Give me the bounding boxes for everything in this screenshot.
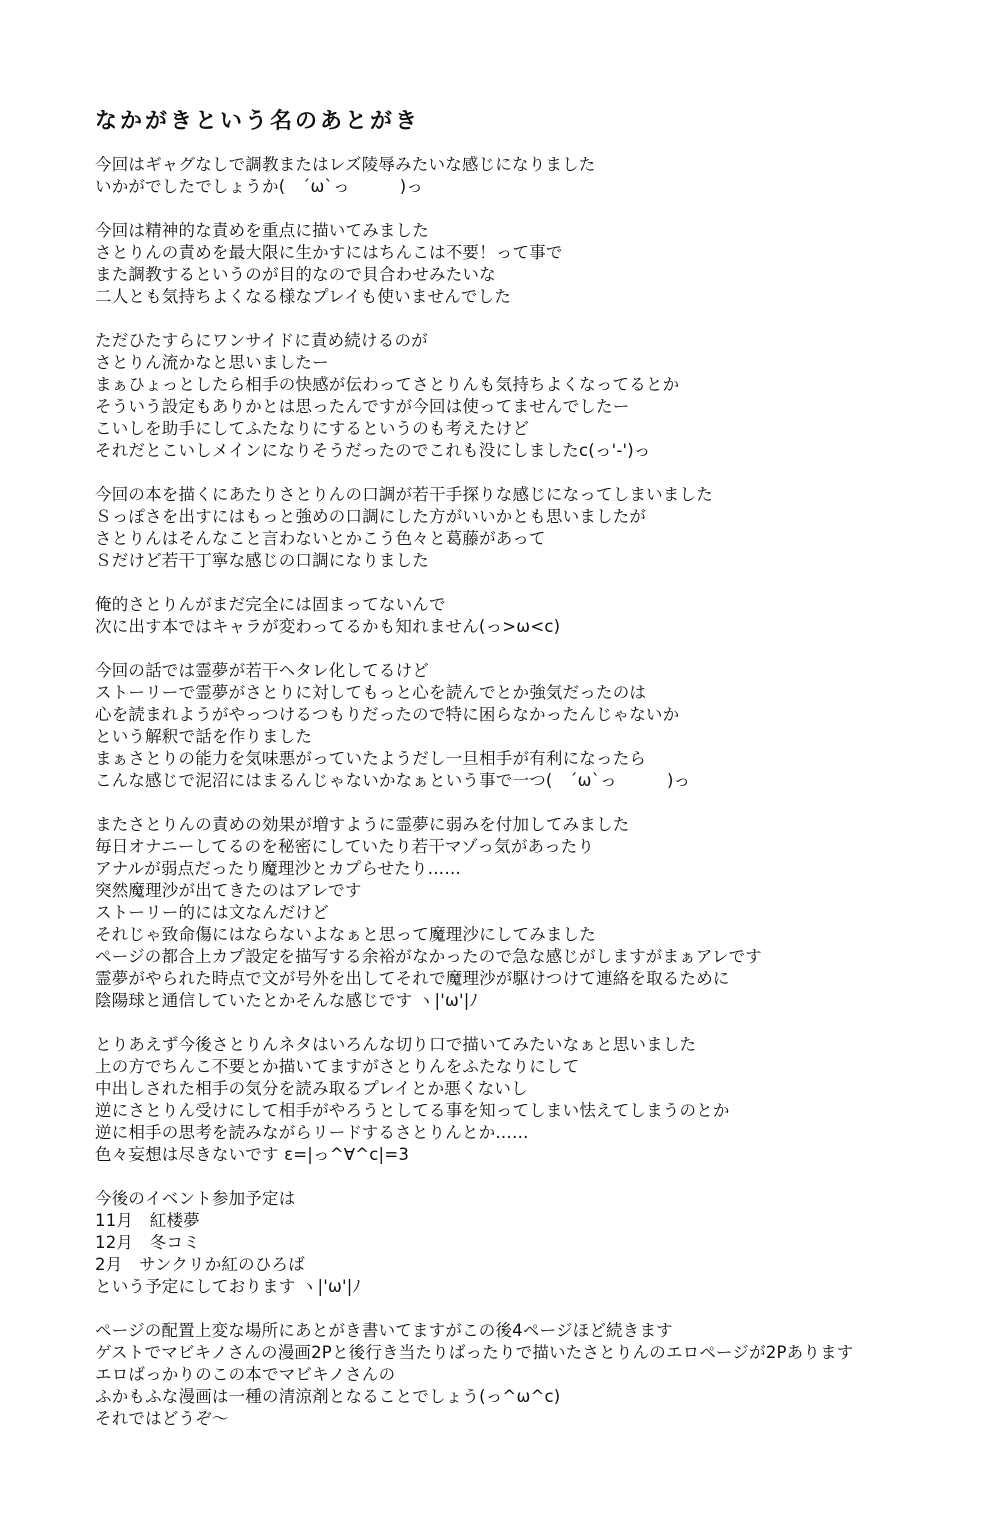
text-line: 2月 サンクリか紅のひろば (95, 1255, 305, 1274)
paragraph (95, 220, 975, 308)
text-line: エロばっかりのこの本でマビキノさんの (95, 1365, 396, 1384)
text-line: さとりんの責めを最大限に生かすにはちんこは不要！って事で (95, 243, 563, 262)
text-line: 12月 冬コミ (95, 1233, 200, 1252)
text-line: 今回の話では霊夢が若干ヘタレ化してるけど (95, 661, 429, 680)
page-title: なかがきという名のあとがき (95, 109, 421, 134)
paragraph (95, 660, 975, 792)
paragraph (95, 154, 975, 198)
text-line: ただひたすらにワンサイドに責め続けるのが (95, 331, 428, 350)
text-line: いかがでしたでしょうか( ´ω`っ )っ (95, 177, 424, 196)
text-line: 色々妄想は尽きないです ε=|っ^∀^c|=3 (95, 1145, 410, 1164)
paragraph (95, 1034, 975, 1166)
paragraph (95, 484, 975, 572)
text-line: Ｓっぽさを出すにはもっと強めの口調にした方がいいかとも思いましたが (95, 507, 647, 526)
text-line: 今回は精神的な責めを重点に描いてみました (95, 221, 429, 240)
text-line: 陰陽球と通信していたとかそんな感じです ヽ|'ω'|ﾉ (95, 991, 478, 1010)
text-line: それではどうぞ～ (95, 1409, 229, 1428)
text-line: 二人とも気持ちよくなる様なプレイも使いませんでした (95, 287, 512, 306)
text-line: 俺的さとりんがまだ完全には固まってないんで (95, 595, 446, 614)
text-line: 突然魔理沙が出てきたのはアレです (95, 881, 362, 900)
text-line: ストーリー的には文なんだけど (95, 903, 329, 922)
text-line: こいしを助手にしてふたなりにするというのも考えたけど (95, 419, 530, 438)
text-line: ページの配置上変な場所にあとがき書いてますがこの後4ページほど続きます (95, 1321, 673, 1340)
text-line: 毎日オナニーしてるのを秘密にしていたり若干マゾっ気があったり (95, 837, 595, 856)
text-line: 次に出す本ではキャラが変わってるかも知れません(っ>ω<c) (95, 617, 561, 636)
text-line: 今後のイベント参加予定は (95, 1189, 296, 1208)
text-line: という解釈で話を作りました (95, 727, 313, 746)
afterword-body (95, 154, 975, 1452)
text-line: 逆にさとりん受けにして相手がやろうとしてる事を知ってしまい怯えてしまうのとか (95, 1101, 730, 1120)
text-line: そういう設定もありかとは思ったんですが今回は使ってませんでしたー (95, 397, 630, 416)
text-line: さとりん流かなと思いましたー (95, 353, 329, 372)
text-line: 今回はギャグなしで調教またはレズ陵辱みたいな感じになりました (95, 155, 596, 174)
paragraph (95, 1188, 975, 1298)
text-line: 上の方でちんこ不要とか描いてますがさとりんをふたなりにして (95, 1057, 580, 1076)
text-line: とりあえず今後さとりんネタはいろんな切り口で描いてみたいなぁと思いました (95, 1035, 697, 1054)
text-line: という予定にしております ヽ|'ω'|ﾉ (95, 1277, 362, 1296)
text-line: ふかもふな漫画は一種の清涼剤となることでしょう(っ^ω^c) (95, 1387, 561, 1406)
text-line: 11月 紅楼夢 (95, 1211, 200, 1230)
text-line: まぁひょっとしたら相手の快感が伝わってさとりんも気持ちよくなってるとか (95, 375, 680, 394)
text-line: 逆に相手の思考を読みながらリードするさとりんとか…… (95, 1123, 529, 1142)
text-line: 中出しされた相手の気分を読み取るプレイとか悪くないし (95, 1079, 528, 1098)
text-line: アナルが弱点だったり魔理沙とカプらせたり…… (95, 859, 462, 878)
paragraph (95, 814, 975, 1012)
text-line: またさとりんの責めの効果が増すように霊夢に弱みを付加してみました (95, 815, 630, 834)
text-line: Ｓだけど若干丁寧な感じの口調になりました (95, 551, 429, 570)
text-line: また調教するというのが目的なので貝合わせみたいな (95, 265, 496, 284)
text-line: それじゃ致命傷にはならないよなぁと思って魔理沙にしてみました (95, 925, 596, 944)
paragraph (95, 594, 975, 638)
paragraph (95, 1320, 975, 1430)
text-line: さとりんはそんなこと言わないとかこう色々と葛藤があって (95, 529, 546, 548)
text-line: 心を読まれようがやっつけるつもりだったので特に困らなかったんじゃないか (95, 705, 680, 724)
text-line: 霊夢がやられた時点で文が号外を出してそれで魔理沙が駆けつけて連絡を取るために (95, 969, 730, 988)
text-line: ページの都合上カプ設定を描写する余裕がなかったので急な感じがしますがまぁアレです (95, 947, 763, 966)
paragraph (95, 330, 975, 462)
text-line: まぁさとりの能力を気味悪がっていたようだし一旦相手が有利になったら (95, 749, 647, 768)
text-line: 今回の本を描くにあたりさとりんの口調が若干手探りな感じになってしまいました (95, 485, 713, 504)
text-line: ゲストでマビキノさんの漫画2Pと後行き当たりばったりで描いたさとりんのエロページが2Pあります (95, 1343, 854, 1362)
text-line: こんな感じで泥沼にはまるんじゃないかなぁという事で一つ( ´ω`っ )っ (95, 771, 691, 790)
text-line: それだとこいしメインになりそうだったのでこれも没にしましたc(っ'-')っ (95, 441, 651, 460)
text-line: ストーリーで霊夢がさとりに対してもっと心を読んでとか強気だったのは (95, 683, 647, 702)
